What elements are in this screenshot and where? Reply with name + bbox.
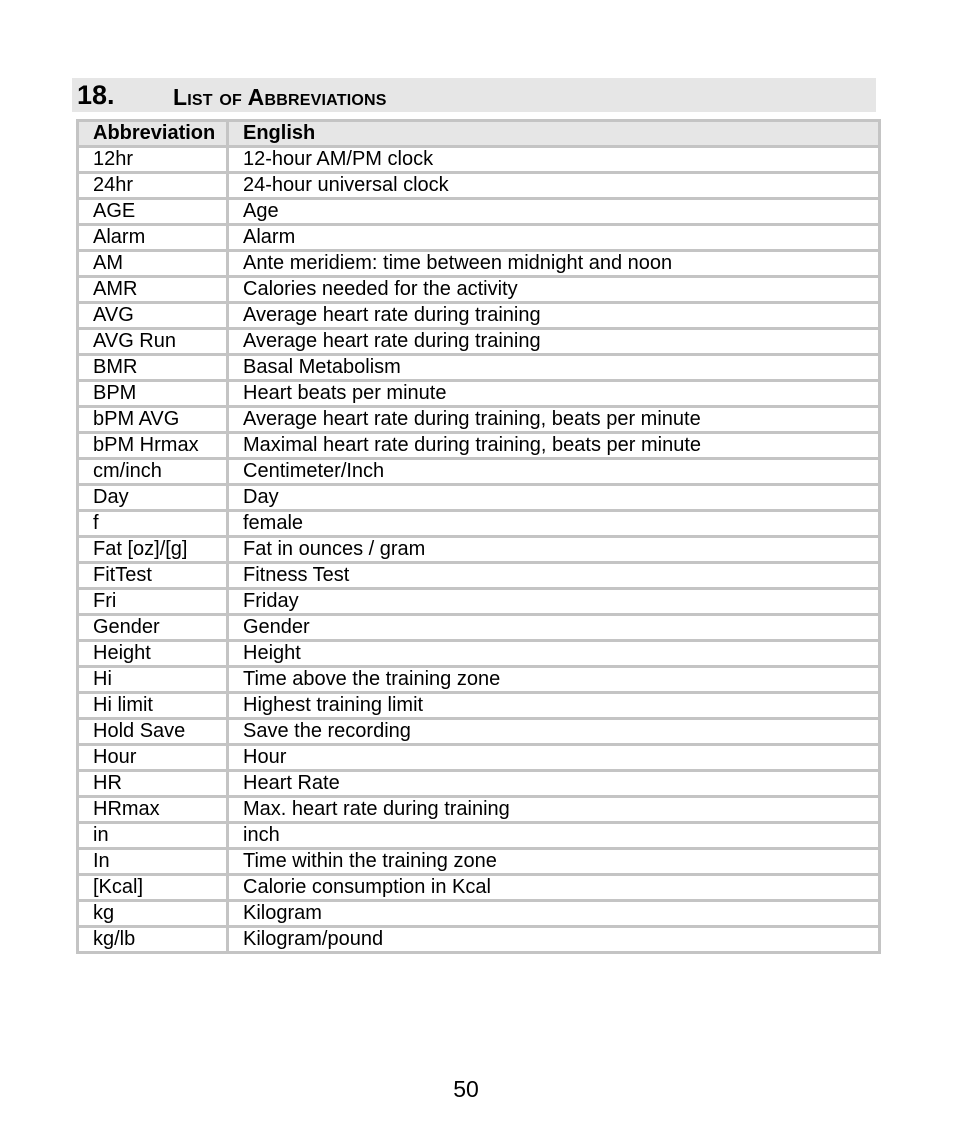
abbreviation-cell: Height [78, 641, 228, 667]
english-cell: 24-hour universal clock [228, 173, 880, 199]
table-row [78, 537, 880, 563]
abbreviation-cell: Hold Save [78, 719, 228, 745]
abbreviation-cell: Hour [78, 745, 228, 771]
english-cell: Calories needed for the activity [228, 277, 880, 303]
table-row [78, 901, 880, 927]
abbreviation-cell: f [78, 511, 228, 537]
abbreviation-cell: HRmax [78, 797, 228, 823]
table-row [78, 875, 880, 901]
abbreviation-cell: BMR [78, 355, 228, 381]
english-cell: Hour [228, 745, 880, 771]
abbreviation-cell: kg [78, 901, 228, 927]
table-row [78, 641, 880, 667]
english-cell: Fitness Test [228, 563, 880, 589]
english-cell: Average heart rate during training [228, 303, 880, 329]
english-cell: Friday [228, 589, 880, 615]
english-cell: Max. heart rate during training [228, 797, 880, 823]
page-number: 50 [453, 1076, 479, 1102]
table-row [78, 433, 880, 459]
abbreviation-cell: In [78, 849, 228, 875]
english-cell: Basal Metabolism [228, 355, 880, 381]
table-row [78, 589, 880, 615]
abbreviation-cell: BPM [78, 381, 228, 407]
table-row [78, 407, 880, 433]
table-row [78, 693, 880, 719]
table-row [78, 719, 880, 745]
english-cell: Time above the training zone [228, 667, 880, 693]
table-row [78, 173, 880, 199]
english-cell: Gender [228, 615, 880, 641]
english-cell: Kilogram/pound [228, 927, 880, 953]
table-row [78, 277, 880, 303]
english-cell: Fat in ounces / gram [228, 537, 880, 563]
english-cell: Alarm [228, 225, 880, 251]
abbreviation-cell: AMR [78, 277, 228, 303]
table-row [78, 251, 880, 277]
table-row [78, 329, 880, 355]
english-cell: Highest training limit [228, 693, 880, 719]
table-row [78, 225, 880, 251]
english-cell: female [228, 511, 880, 537]
english-cell: Day [228, 485, 880, 511]
english-cell: Calorie consumption in Kcal [228, 875, 880, 901]
english-cell: Heart beats per minute [228, 381, 880, 407]
english-cell: Ante meridiem: time between midnight and noon [228, 251, 880, 277]
english-cell: Average heart rate during training [228, 329, 880, 355]
english-cell: Kilogram [228, 901, 880, 927]
abbreviation-cell: AGE [78, 199, 228, 225]
abbreviation-cell: 24hr [78, 173, 228, 199]
table-row [78, 355, 880, 381]
table-row [78, 485, 880, 511]
table-row [78, 563, 880, 589]
table-row [78, 797, 880, 823]
english-cell: 12-hour AM/PM clock [228, 147, 880, 173]
table-row [78, 147, 880, 173]
abbreviation-cell: [Kcal] [78, 875, 228, 901]
table-row [78, 459, 880, 485]
table-row [78, 849, 880, 875]
abbreviation-cell: FitTest [78, 563, 228, 589]
table-row [78, 199, 880, 225]
table-row [78, 511, 880, 537]
table-row [78, 303, 880, 329]
table-row [78, 667, 880, 693]
table-row [78, 771, 880, 797]
table-header-row [78, 121, 880, 147]
abbreviation-cell: Alarm [78, 225, 228, 251]
table-row [78, 381, 880, 407]
table-body [78, 147, 880, 953]
abbreviation-cell: Fat [oz]/[g] [78, 537, 228, 563]
section-number: 18. [77, 80, 115, 110]
abbreviation-cell: AM [78, 251, 228, 277]
abbreviation-cell: bPM AVG [78, 407, 228, 433]
table-row [78, 615, 880, 641]
column-header-abbreviation: Abbreviation [78, 121, 228, 147]
english-cell: Average heart rate during training, beats per minute [228, 407, 880, 433]
abbreviation-cell: Hi [78, 667, 228, 693]
abbreviation-cell: kg/lb [78, 927, 228, 953]
section-heading [72, 78, 876, 112]
column-header-english: English [228, 121, 880, 147]
english-cell: inch [228, 823, 880, 849]
table-row [78, 823, 880, 849]
table-row [78, 745, 880, 771]
abbreviation-cell: Fri [78, 589, 228, 615]
abbreviation-cell: AVG [78, 303, 228, 329]
section-title: List of Abbreviations [173, 84, 387, 110]
abbreviation-cell: cm/inch [78, 459, 228, 485]
abbreviation-cell: AVG Run [78, 329, 228, 355]
abbreviation-cell: Day [78, 485, 228, 511]
abbreviation-cell: Hi limit [78, 693, 228, 719]
abbreviation-cell: in [78, 823, 228, 849]
abbreviation-cell: Gender [78, 615, 228, 641]
english-cell: Centimeter/Inch [228, 459, 880, 485]
english-cell: Heart Rate [228, 771, 880, 797]
table-row [78, 927, 880, 953]
abbreviation-cell: 12hr [78, 147, 228, 173]
english-cell: Height [228, 641, 880, 667]
english-cell: Time within the training zone [228, 849, 880, 875]
abbreviations-table [76, 119, 881, 954]
abbreviation-cell: bPM Hrmax [78, 433, 228, 459]
english-cell: Age [228, 199, 880, 225]
abbreviation-cell: HR [78, 771, 228, 797]
english-cell: Save the recording [228, 719, 880, 745]
english-cell: Maximal heart rate during training, beats per minute [228, 433, 880, 459]
